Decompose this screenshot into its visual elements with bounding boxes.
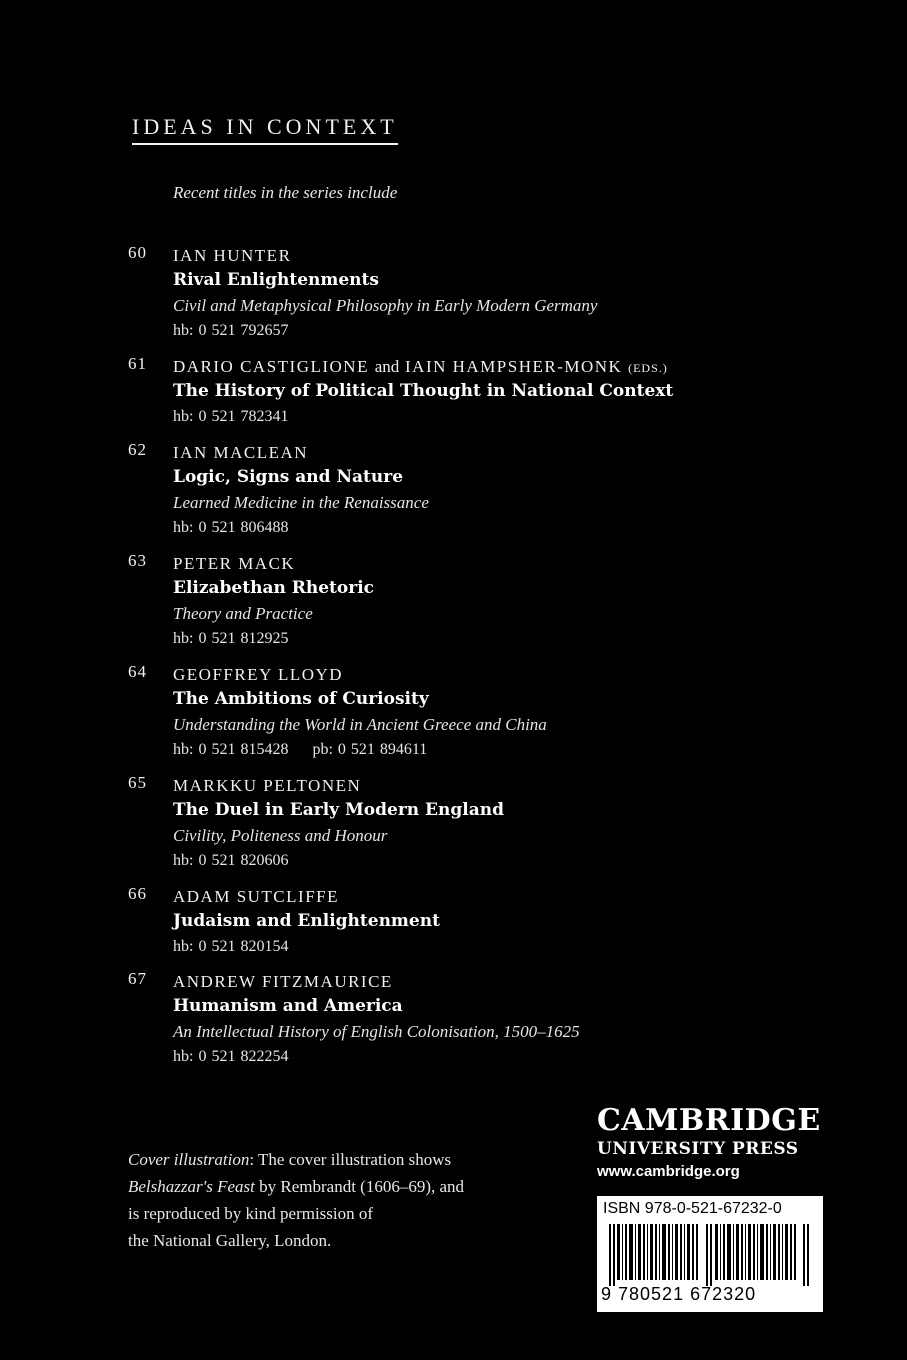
entry-isbn: hb: 0 521 812925 <box>173 630 289 647</box>
entry-title: The History of Political Thought in National Context <box>173 381 674 401</box>
cover-label-a: Cover <box>128 1150 170 1169</box>
entry-author: ANDREW FITZMAURICE <box>173 972 393 991</box>
entry-author: MARKKU PELTONEN <box>173 776 362 795</box>
entry-author: GEOFFREY LLOYD <box>173 665 344 684</box>
publisher-sub: UNIVERSITY PRESS <box>597 1139 799 1159</box>
cover-painting: Belshazzar's Feast <box>128 1177 255 1196</box>
entry-number: 67 <box>128 969 147 988</box>
entry-number: 63 <box>128 551 147 570</box>
cover-label-b: illustration <box>173 1150 250 1169</box>
publisher-logo <box>597 1104 827 1184</box>
isbn-label: ISBN 978-0-521-67232-0 <box>603 1200 782 1217</box>
entry-isbn-hb: hb: 0 521 815428 <box>173 741 289 758</box>
entry-number: 60 <box>128 243 147 262</box>
entry-author-and: and <box>374 357 400 376</box>
barcode-digits: 9 780521 672320 <box>601 1284 757 1304</box>
entry-author <box>173 354 868 379</box>
barcode-bars <box>609 1224 811 1286</box>
publisher-name: CAMBRIDGE <box>597 1103 821 1138</box>
entry-title: Elizabethan Rhetoric <box>173 578 375 598</box>
entry-number: 66 <box>128 884 147 903</box>
series-intro: Recent titles in the series include <box>173 183 398 202</box>
entry-author-b: IAIN HAMPSHER-MONK <box>405 357 623 376</box>
cover-illustration-note <box>128 1146 518 1254</box>
cover-line2: by Rembrandt (1606–69), and <box>254 1177 465 1196</box>
entry-title: Judaism and Enlightenment <box>173 911 440 931</box>
entry-number: 62 <box>128 440 147 459</box>
cover-line1: : The cover illustration shows <box>249 1150 452 1169</box>
entry-author-eds: (EDS.) <box>628 361 668 375</box>
entry-subtitle: Theory and Practice <box>173 604 313 623</box>
entry-subtitle: Understanding the World in Ancient Greece and China <box>173 715 547 734</box>
entry-author: IAN MACLEAN <box>173 443 309 462</box>
entry-number: 64 <box>128 662 147 681</box>
entry-author: ADAM SUTCLIFFE <box>173 887 339 906</box>
entry-title: Humanism and America <box>173 996 403 1016</box>
entry-subtitle: An Intellectual History of English Colonisation, 1500–1625 <box>173 1022 580 1041</box>
entry-isbn: hb: 0 521 820606 <box>173 852 289 869</box>
entry-subtitle: Learned Medicine in the Renaissance <box>173 493 429 512</box>
entry-isbn <box>173 737 868 762</box>
cover-line3: is reproduced by kind permission of <box>128 1204 374 1223</box>
cover-line4: the National Gallery, London. <box>128 1231 332 1250</box>
entry-number: 61 <box>128 354 147 373</box>
entry-isbn: hb: 0 521 792657 <box>173 322 289 339</box>
entry-title: Logic, Signs and Nature <box>173 467 404 487</box>
entry-subtitle: Civility, Politeness and Honour <box>173 826 388 845</box>
entry-number: 65 <box>128 773 147 792</box>
entry-author: PETER MACK <box>173 554 296 573</box>
entry-isbn-pb: pb: 0 521 894611 <box>312 741 428 758</box>
entry-isbn: hb: 0 521 822254 <box>173 1048 289 1065</box>
entry-title: The Duel in Early Modern England <box>173 800 504 820</box>
entry-title: Rival Enlightenments <box>173 270 379 290</box>
series-title: IDEAS IN CONTEXT <box>132 114 398 145</box>
entry-isbn: hb: 0 521 820154 <box>173 938 289 955</box>
entry-title: The Ambitions of Curiosity <box>173 689 429 709</box>
entry-subtitle: Civil and Metaphysical Philosophy in Early Modern Germany <box>173 296 598 315</box>
entry-author: IAN HUNTER <box>173 246 292 265</box>
entry-isbn: hb: 0 521 782341 <box>173 408 289 425</box>
publisher-url: www.cambridge.org <box>597 1163 740 1180</box>
entry-author-a: DARIO CASTIGLIONE <box>173 357 369 376</box>
isbn-barcode <box>597 1196 823 1312</box>
entry-isbn: hb: 0 521 806488 <box>173 519 289 536</box>
